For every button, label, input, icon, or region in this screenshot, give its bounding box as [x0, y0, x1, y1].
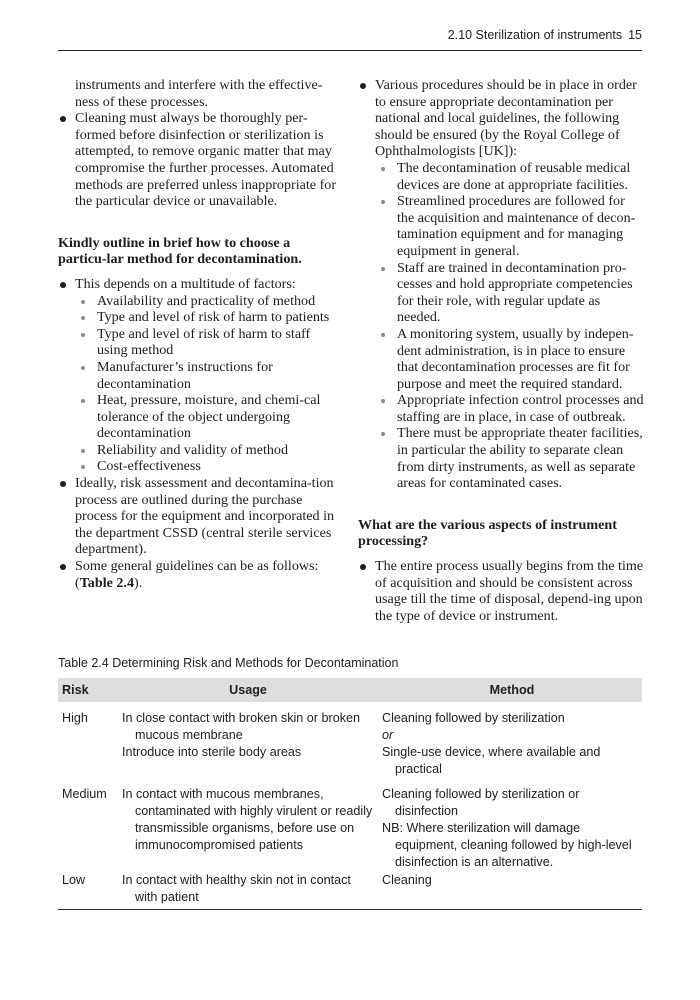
- procedures-intro: Various procedures should be in place in order to ensure appropriate decontamination per national and local guidelines, the following should be ensured (by the Royal College of Ophthalmologists [UK]):: [375, 77, 637, 160]
- sub-list-item: Type and level of risk of harm to patients: [75, 309, 340, 326]
- method-cell: [380, 872, 642, 906]
- header-rule: [58, 50, 642, 51]
- method-note: NB: Where sterilization will damage equipment, cleaning followed by high-level disinfection is an alternative.: [382, 821, 632, 869]
- list-item: [58, 276, 340, 475]
- sub-list-item: The decontamination of reusable medical devices are done at appropriate facilities.: [375, 160, 644, 193]
- usage-line: Introduce into sterile body areas: [122, 745, 302, 759]
- sub-list-item: Appropriate infection control processes and staffing are in place, in case of outbreak.: [375, 392, 644, 425]
- risk-cell: Low: [62, 873, 86, 887]
- sub-list-item: Streamlined procedures are followed for the acquisition and maintenance of decon-tamination equipment and for managing equipment in general.: [375, 193, 644, 259]
- table-row: [58, 872, 642, 906]
- sub-list-item: Cost-effectiveness: [75, 458, 340, 475]
- chapter-section-title: 2.10 Sterilization of instruments: [447, 28, 623, 42]
- right-column: [358, 77, 644, 624]
- sub-list-item: Type and level of risk of harm to staff using method: [75, 326, 340, 359]
- section-heading-choose-method: Kindly outline in brief how to choose a particu-lar method for decontamination.: [58, 234, 302, 268]
- list-item: The entire process usually begins from the time of acquisition and should be consistent across usage till the time of disposal, depend-ing upon the type of device or instrument.: [358, 558, 644, 624]
- table-caption: Table 2.4 Determining Risk and Methods for Decontamination: [58, 656, 399, 670]
- left-column: [58, 77, 340, 591]
- table-row: [58, 710, 642, 744]
- risk-cell: Medium: [62, 787, 107, 801]
- usage-cell: [118, 786, 380, 871]
- usage-line: In contact with mucous membranes, contaminated with highly virulent or readily transmissible organisms, before use on immunocompromised patients: [122, 787, 373, 852]
- guidelines-text: Some general guidelines can be as follows:: [75, 558, 319, 575]
- list-item: Ideally, risk assessment and decontamina-tion process are outlined during the purchase process for the equipment and incorporated in the department CSSD (central sterile services department).: [58, 475, 340, 558]
- risk-cell-empty: [58, 744, 118, 778]
- list-item: [358, 77, 644, 492]
- running-header: [58, 28, 642, 42]
- risk-cell: High: [62, 711, 88, 725]
- sub-list-item: Heat, pressure, moisture, and chemi-cal tolerance of the object undergoing decontamination: [75, 392, 340, 442]
- method-line: Single-use device, where available and practical: [382, 745, 601, 776]
- cleaning-bullet-list: [58, 110, 340, 210]
- processing-bullet-list: [358, 558, 644, 624]
- usage-line: In contact with healthy skin not in contact with patient: [122, 873, 351, 904]
- ref-table-link[interactable]: Table 2.4: [79, 574, 135, 591]
- sub-list-item: Manufacturer’s instructions for decontamination: [75, 359, 340, 392]
- usage-cell: [118, 710, 380, 744]
- page-number: 15: [628, 28, 642, 42]
- method-cell: [380, 786, 642, 871]
- table-row: [58, 744, 642, 778]
- list-item: [58, 558, 340, 591]
- usage-cell: [118, 744, 380, 778]
- procedures-bullet-list: [358, 77, 644, 492]
- continued-text: instruments and interfere with the effective-ness of these processes.: [75, 77, 323, 110]
- header-method: Method: [489, 682, 535, 697]
- section-heading-instrument-processing: What are the various aspects of instrument processing?: [358, 516, 617, 550]
- method-line: Cleaning followed by sterilization: [382, 711, 565, 725]
- sub-list-item: Availability and practicality of method: [75, 293, 340, 310]
- table-bottom-rule: [58, 909, 642, 910]
- header-risk: Risk: [62, 682, 89, 697]
- method-line: Cleaning followed by sterilization or disinfection: [382, 787, 580, 818]
- factors-bullet-list: [58, 276, 340, 591]
- factors-sublist: [75, 293, 340, 476]
- or-connector: or: [382, 728, 394, 742]
- risk-methods-table: [58, 678, 642, 910]
- sub-list-item: There must be appropriate theater facilities, in particular the ability to separate clean from dirty instruments, as well as separate areas for contaminated cases.: [375, 425, 644, 491]
- ref-paren-open: (: [75, 574, 80, 591]
- table-reference[interactable]: [75, 575, 142, 591]
- header-usage: Usage: [229, 682, 267, 697]
- usage-cell: [118, 872, 380, 906]
- table-header-row: [58, 678, 642, 702]
- table-row: [58, 786, 642, 871]
- procedures-sublist: [375, 160, 644, 492]
- list-item: Cleaning must always be thoroughly per-formed before disinfection or sterilization is attempted, to remove organic matter that may compromise the further processes. Automated methods are preferred unless inappropriate for the particular device or unavailable.: [58, 110, 340, 210]
- sub-list-item: Staff are trained in decontamination pro-cesses and hold appropriate competencies for their role, with regular update as needed.: [375, 260, 644, 326]
- method-line: Cleaning: [382, 873, 432, 887]
- method-cell: [380, 744, 642, 778]
- factors-intro: This depends on a multitude of factors:: [75, 275, 296, 292]
- usage-line: In close contact with broken skin or broken mucous membrane: [122, 711, 361, 742]
- sub-list-item: Reliability and validity of method: [75, 442, 340, 459]
- ref-paren-close: ).: [134, 574, 143, 591]
- method-cell: [380, 710, 642, 744]
- sub-list-item: A monitoring system, usually by indepen-dent administration, is in place to ensure that decontamination processes are fit for purpose and meet the required standard.: [375, 326, 644, 392]
